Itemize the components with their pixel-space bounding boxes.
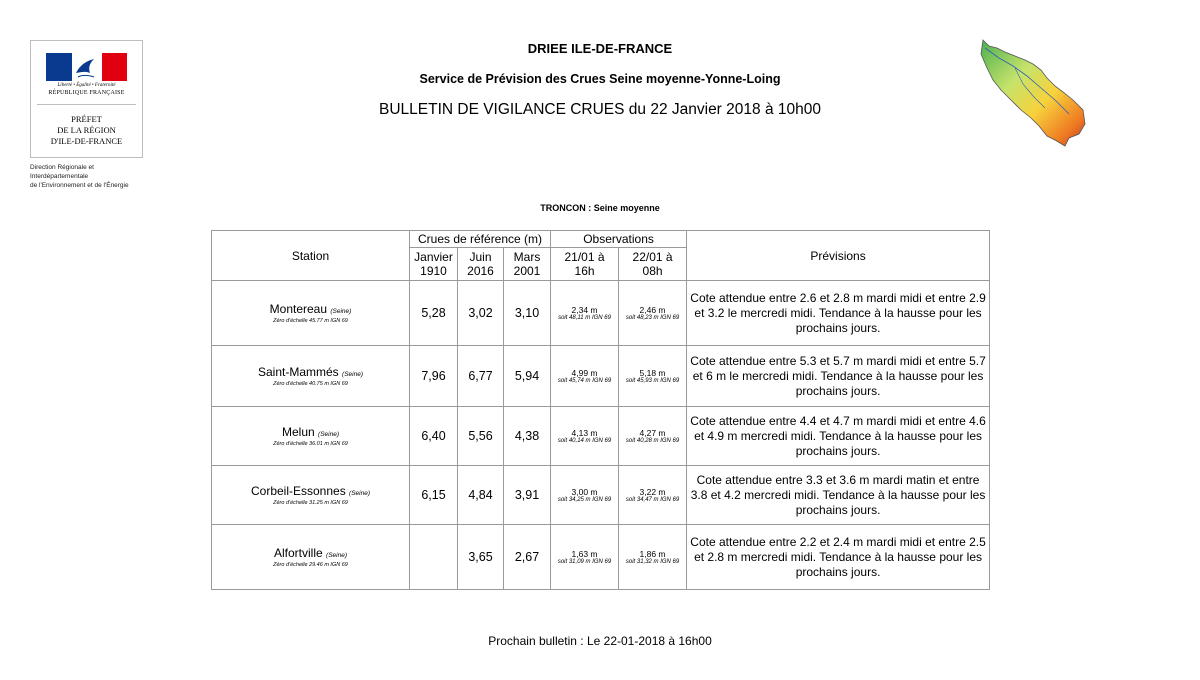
prevision-text: Cote attendue entre 2.6 et 2.8 m mardi midi et entre 2.9 et 3.2 le mercredi midi. Tendance à la hausse pour les prochains jours. — [687, 281, 990, 346]
value-juin-2016: 6,77 — [458, 346, 504, 407]
obs-value: 5,18 m — [639, 367, 666, 378]
prevision-text: Cote attendue entre 4.4 et 4.7 m mardi midi et entre 4.6 et 4.9 m mercredi midi. Tendance à la hausse pour les prochains jours. — [687, 407, 990, 466]
station-cell — [212, 281, 410, 346]
station-river: (Seine) — [318, 431, 339, 438]
station-cell — [212, 525, 410, 590]
prefet-line-3: D'ILE-DE-FRANCE — [50, 136, 123, 146]
obs-value: 1,63 m — [571, 548, 598, 559]
header-juin-2016 — [458, 248, 504, 281]
table-row — [212, 346, 990, 407]
value-mars-2001: 3,91 — [504, 466, 551, 525]
header-juin-l1: Juin — [469, 250, 492, 264]
next-bulletin: Prochain bulletin : Le 22-01-2018 à 16h00 — [488, 634, 712, 648]
station-name: Melun — [282, 425, 315, 439]
station-zero: Zéro d'échelle 31.25 m IGN 69 — [273, 500, 348, 506]
table-row — [212, 466, 990, 525]
obs-value: 3,22 m — [639, 486, 666, 497]
value-janvier-1910 — [410, 525, 458, 590]
station-river: (Seine) — [326, 552, 347, 559]
station-cell — [212, 407, 410, 466]
obs-ign: soit 31,09 m IGN 69 — [557, 558, 612, 565]
station-river: (Seine) — [330, 308, 352, 315]
prevision-text: Cote attendue entre 2.2 et 2.4 m mardi midi et entre 2.5 et 2.8 m mercredi midi. Tendance à la hausse pour les prochains jours. — [687, 525, 990, 590]
station-zero: Zéro d'échelle 36.01 m IGN 69 — [273, 441, 348, 447]
station-river: (Seine) — [342, 371, 363, 378]
prevision-text: Cote attendue entre 5.3 et 5.7 m mardi midi et entre 5.7 et 6 m le mercredi midi. Tendance à la hausse pour les prochains jours. — [687, 346, 990, 407]
station-zero: Zéro d'échelle 29.46 m IGN 69 — [273, 562, 348, 568]
station-cell — [212, 466, 410, 525]
value-juin-2016: 5,56 — [458, 407, 504, 466]
direction-caption — [30, 163, 150, 190]
obs-21-01 — [551, 466, 619, 525]
prevision-text: Cote attendue entre 3.3 et 3.6 m mardi matin et entre 3.8 et 4.2 mercredi midi. Tendance à la hausse pour les prochains jours. — [687, 466, 990, 525]
org-title: DRIEE ILE-DE-FRANCE — [527, 41, 673, 56]
obs-value: 4,13 m — [571, 427, 598, 438]
prefecture-logo — [30, 40, 143, 158]
header-janvier-l1: Janvier — [414, 250, 453, 264]
obs-ign: soit 48,11 m IGN 69 — [558, 314, 611, 321]
header-station: Station — [212, 231, 410, 281]
station-name: Montereau — [269, 302, 328, 316]
header-obs2-l1: 22/01 à — [632, 250, 673, 264]
station-river: (Seine) — [349, 490, 371, 497]
value-mars-2001: 2,67 — [504, 525, 551, 590]
obs-value: 2,46 m — [639, 304, 666, 315]
prefet-line-1: PRÉFET — [71, 114, 102, 124]
direction-line-1: Direction Régionale et Interdépartementale — [30, 164, 94, 180]
obs-value: 4,99 m — [571, 367, 598, 378]
header-juin-l2: 2016 — [467, 264, 494, 278]
header-mars-2001 — [504, 248, 551, 281]
obs-ign: soit 45,74 m IGN 69 — [557, 377, 612, 384]
obs-21-01 — [551, 407, 619, 466]
obs-22-01 — [619, 466, 687, 525]
troncon-label: TRONCON : Seine moyenne — [540, 203, 660, 213]
station-zero: Zéro d'échelle 40.75 m IGN 69 — [273, 381, 348, 387]
obs-21-01 — [551, 525, 619, 590]
basin-map-icon — [975, 38, 1090, 148]
station-name: Alfortville — [274, 546, 323, 560]
header-obs2-l2: 08h — [642, 264, 663, 278]
header-obs-22-01 — [619, 248, 687, 281]
obs-21-01 — [551, 281, 619, 346]
obs-22-01 — [619, 346, 687, 407]
obs-ign: soit 45,93 m IGN 69 — [625, 377, 680, 384]
obs-ign: soit 48,23 m IGN 69 — [625, 314, 680, 321]
republic-motto: Liberté • Égalité • Fraternité — [57, 83, 116, 88]
prefet-line-2: DE LA RÉGION — [57, 125, 116, 135]
obs-ign: soit 31,32 m IGN 69 — [625, 558, 680, 565]
header-mars-l1: Mars — [513, 250, 541, 264]
obs-value: 1,86 m — [639, 548, 666, 559]
value-juin-2016: 3,65 — [458, 525, 504, 590]
table-header-row-1 — [212, 231, 990, 248]
value-mars-2001: 4,38 — [504, 407, 551, 466]
table-row — [212, 281, 990, 346]
direction-line-2: de l'Environnement et de l'Énergie — [30, 182, 129, 189]
value-juin-2016: 4,84 — [458, 466, 504, 525]
value-janvier-1910: 5,28 — [410, 281, 458, 346]
value-mars-2001: 5,94 — [504, 346, 551, 407]
header-obs-21-01 — [551, 248, 619, 281]
station-name: Saint-Mammés — [258, 365, 339, 379]
table-row — [212, 407, 990, 466]
obs-22-01 — [619, 525, 687, 590]
header-mars-l2: 2001 — [513, 264, 541, 278]
obs-value: 2,34 m — [571, 304, 598, 315]
value-janvier-1910: 6,15 — [410, 466, 458, 525]
obs-22-01 — [619, 281, 687, 346]
vigilance-table — [211, 230, 990, 590]
obs-ign: soit 34,25 m IGN 69 — [557, 496, 612, 503]
header-janvier-1910 — [410, 248, 458, 281]
service-title: Service de Prévision des Crues Seine moyenne-Yonne-Loing — [419, 72, 781, 86]
header-obs1-l2: 16h — [574, 264, 595, 278]
station-name: Corbeil-Essonnes — [250, 484, 346, 498]
station-cell — [212, 346, 410, 407]
obs-ign: soit 34,47 m IGN 69 — [625, 496, 680, 503]
republique-francaise-label: RÉPUBLIQUE FRANÇAISE — [48, 90, 125, 96]
value-janvier-1910: 7,96 — [410, 346, 458, 407]
value-janvier-1910: 6,40 — [410, 407, 458, 466]
header-obs1-l1: 21/01 à — [564, 250, 605, 264]
table-row — [212, 525, 990, 590]
value-mars-2001: 3,10 — [504, 281, 551, 346]
obs-value: 4,27 m — [639, 427, 666, 438]
header-crues: Crues de référence (m) — [410, 231, 551, 248]
obs-21-01 — [551, 346, 619, 407]
header-janvier-l2: 1910 — [420, 264, 447, 278]
header-observations: Observations — [551, 231, 687, 248]
obs-22-01 — [619, 407, 687, 466]
obs-ign: soit 40,28 m IGN 69 — [625, 437, 680, 444]
header-previsions: Prévisions — [687, 231, 990, 281]
bulletin-title: BULLETIN DE VIGILANCE CRUES du 22 Janvier 2018 à 10h00 — [379, 101, 821, 118]
obs-value: 3,00 m — [571, 486, 598, 497]
obs-ign: soit 40,14 m IGN 69 — [557, 437, 612, 444]
station-zero: Zéro d'échelle 45.77 m IGN 69 — [273, 318, 348, 324]
value-juin-2016: 3,02 — [458, 281, 504, 346]
